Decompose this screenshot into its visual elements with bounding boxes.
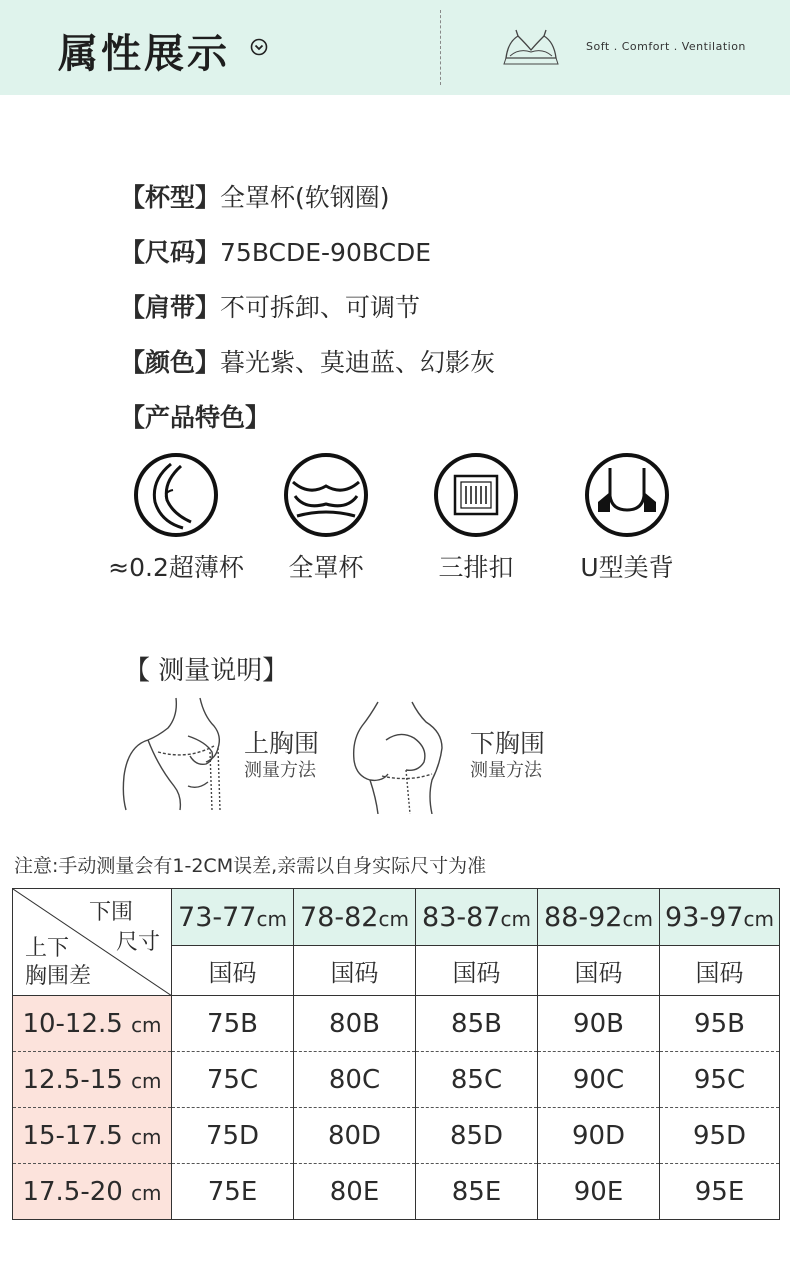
col-range: 88-92	[544, 901, 623, 933]
diff-unit: cm	[131, 1068, 162, 1093]
attr-features	[120, 398, 270, 434]
diff-range: 12.5-15	[22, 1064, 123, 1095]
size-cell: 85E	[416, 1164, 538, 1220]
size-cell: 75C	[172, 1052, 294, 1108]
feature-label: ≈0.2超薄杯	[108, 553, 244, 582]
sub-header: 国码	[416, 946, 538, 996]
size-cell: 80D	[294, 1108, 416, 1164]
col-header	[416, 889, 538, 946]
col-header	[538, 889, 660, 946]
col-unit: cm	[256, 906, 287, 931]
size-cell: 90D	[538, 1108, 660, 1164]
chevron-down-icon	[250, 38, 268, 56]
col-range: 93-97	[665, 901, 744, 933]
size-cell: 75D	[172, 1108, 294, 1164]
lower-bust-figure-icon	[348, 700, 458, 814]
attr-value: 暮光紫、莫迪蓝、幻影灰	[220, 348, 496, 377]
table-row	[13, 1108, 780, 1164]
size-cell: 85D	[416, 1108, 538, 1164]
diff-unit: cm	[131, 1124, 162, 1149]
diff-unit: cm	[131, 1180, 162, 1205]
sub-header: 国码	[172, 946, 294, 996]
measure-title: 【 测量说明】	[124, 656, 289, 686]
col-range: 78-82	[300, 901, 379, 933]
col-header	[294, 889, 416, 946]
size-cell: 95B	[660, 996, 780, 1052]
upper-bust-title: 上胸围	[244, 729, 320, 758]
col-unit: cm	[622, 906, 653, 931]
table-row	[13, 1052, 780, 1108]
attr-size	[120, 233, 431, 269]
u-back-icon	[584, 452, 670, 538]
size-cell: 90E	[538, 1164, 660, 1220]
attr-key: 【肩带】	[120, 293, 221, 322]
feature-thin-cup	[96, 452, 256, 584]
size-table	[12, 888, 780, 1220]
upper-bust-figure-icon	[118, 696, 234, 812]
sub-header: 国码	[538, 946, 660, 996]
size-cell: 80B	[294, 996, 416, 1052]
size-cell: 95D	[660, 1108, 780, 1164]
table-corner	[13, 889, 172, 996]
col-range: 73-77	[178, 901, 257, 933]
diff-unit: cm	[131, 1012, 162, 1037]
size-cell: 85B	[416, 996, 538, 1052]
diff-range: 17.5-20	[22, 1176, 123, 1207]
header-tagline: Soft . Comfort . Ventilation	[586, 40, 746, 53]
diff-cell	[13, 1052, 172, 1108]
attr-color	[120, 343, 495, 379]
col-header	[172, 889, 294, 946]
size-cell: 90C	[538, 1052, 660, 1108]
bra-outline-icon	[502, 28, 560, 66]
attr-value: 75BCDE-90BCDE	[220, 238, 432, 267]
col-range: 83-87	[422, 901, 501, 933]
thin-cup-icon	[133, 452, 219, 538]
corner-bottom2: 胸围差	[25, 964, 92, 989]
size-cell: 85C	[416, 1052, 538, 1108]
sub-header: 国码	[294, 946, 416, 996]
size-cell: 75E	[172, 1164, 294, 1220]
diff-cell	[13, 996, 172, 1052]
corner-top2: 尺寸	[116, 930, 161, 955]
feature-label: 三排扣	[438, 553, 514, 582]
feature-three-hook	[414, 452, 538, 584]
feature-label: 全罩杯	[288, 553, 364, 582]
feature-label: U型美背	[580, 553, 674, 582]
lower-bust-sub: 测量方法	[470, 760, 542, 781]
upper-bust-sub: 测量方法	[244, 760, 316, 781]
page-title: 属性展示	[58, 31, 230, 77]
attr-strap	[120, 288, 420, 324]
header-banner	[0, 0, 790, 95]
table-row	[13, 1164, 780, 1220]
attr-value: 全罩杯(软钢圈)	[220, 183, 390, 212]
measurement-note: 注意:手动测量会有1-2CM误差,亲需以自身实际尺寸为准	[14, 855, 487, 877]
corner-bottom1: 上下	[25, 936, 70, 961]
diff-range: 15-17.5	[22, 1120, 123, 1151]
attr-key: 【产品特色】	[120, 403, 271, 432]
col-unit: cm	[743, 906, 774, 931]
attr-key: 【尺码】	[120, 238, 221, 267]
col-header	[660, 889, 780, 946]
sub-header: 国码	[660, 946, 780, 996]
size-cell: 90B	[538, 996, 660, 1052]
lower-bust-title: 下胸围	[470, 729, 546, 758]
size-cell: 80E	[294, 1164, 416, 1220]
full-cup-icon	[283, 452, 369, 538]
attr-key: 【颜色】	[120, 348, 221, 377]
header-divider	[440, 10, 441, 85]
size-cell: 95E	[660, 1164, 780, 1220]
feature-u-back	[560, 452, 694, 584]
corner-top1: 下围	[89, 900, 134, 925]
feature-full-cup	[264, 452, 388, 584]
attr-cup-type	[120, 178, 390, 214]
three-row-hook-icon	[433, 452, 519, 538]
attr-key: 【杯型】	[120, 183, 221, 212]
diff-cell	[13, 1164, 172, 1220]
diff-cell	[13, 1108, 172, 1164]
col-unit: cm	[378, 906, 409, 931]
attr-value: 不可拆卸、可调节	[220, 293, 421, 322]
diff-range: 10-12.5	[22, 1008, 123, 1039]
size-cell: 95C	[660, 1052, 780, 1108]
table-row	[13, 996, 780, 1052]
col-unit: cm	[500, 906, 531, 931]
size-cell: 80C	[294, 1052, 416, 1108]
size-cell: 75B	[172, 996, 294, 1052]
